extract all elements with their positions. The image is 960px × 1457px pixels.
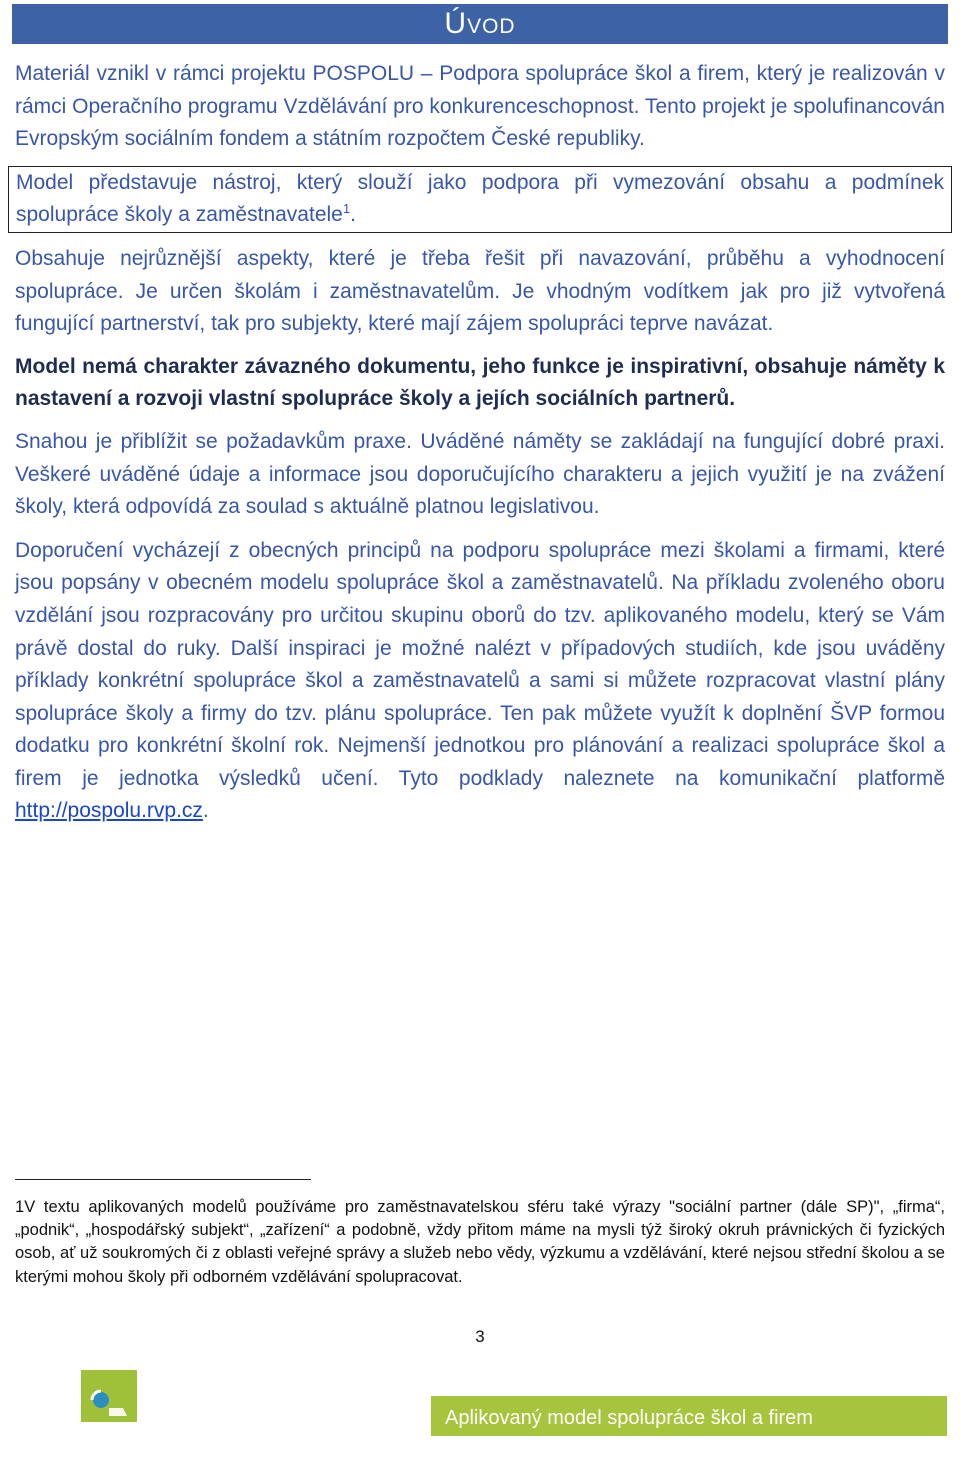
footer-title: Aplikovaný model spolupráce škol a firem <box>445 1407 813 1429</box>
footer-bar <box>431 1396 947 1436</box>
footnote-divider <box>15 1179 311 1180</box>
paragraph-approach: Snahou je přiblížit se požadavkům praxe. Uváděné náměty se zakládají na fungující dobré praxi. Veškeré uváděné údaje a informace jsou doporučujícího charakteru a jejich využití je na zvážení školy, která odpovídá za soulad s aktuálně platnou legislativou. <box>15 429 945 519</box>
footnote-text: V textu aplikovaných modelů používáme pro zaměstnavatelskou sféru také výrazy "sociální partner (dále SP)", „firma“, „podnik“, „hospodářský subjekt“, „zařízení“ a podobně, vždy přitom máme na mysli týž široký okruh právnických či fyzických osob, ať už soukromých či z oblasti veřejné správy a služeb nebo vědy, výzkumu a vzdělávání, které nejsou střední školou a se kterými mohou školy při odborném vzdělávání spolupracovat. <box>15 1198 945 1286</box>
main-content <box>15 58 945 828</box>
footnote-reference[interactable]: 1 <box>342 201 351 217</box>
section-heading-bar <box>12 4 948 44</box>
paragraph-intro: Materiál vznikl v rámci projektu POSPOLU – Podpora spolupráce škol a firem, který je realizován v rámci Operačního programu Vzdělávání pro konkurenceschopnost. Tento projekt je spolufinancován Evropským sociálním fondem a státním rozpočtem České republiky. <box>15 62 945 151</box>
footnote <box>15 1196 945 1289</box>
page-number: 3 <box>475 1327 485 1346</box>
pospolu-logo-icon <box>81 1370 137 1422</box>
paragraph-recommendations <box>15 535 945 828</box>
paragraph-bold-notice: Model nemá charakter závazného dokumentu, jeho funkce je inspirativní, obsahuje náměty k nastavení a rozvoji vlastní spolupráce školy a jejích sociálních partnerů. <box>15 354 945 411</box>
platform-link[interactable]: http://pospolu.rvp.cz <box>15 799 203 823</box>
boxed-text: Model představuje nástroj, který slouží jako podpora při vymezování obsahu a podmínek spolupráce školy a zaměstnavatele <box>16 170 944 227</box>
paragraph-contains: Obsahuje nejrůznější aspekty, které je třeba řešit při navazování, průběhu a vyhodnocení spolupráce. Je určen školám i zaměstnavatelům. Je vhodným vodítkem jak pro již vytvořená fungující partnerství, tak pro subjekty, které mají zájem spolupráci teprve navázat. <box>15 246 945 336</box>
page-title: Úvod <box>444 7 516 40</box>
boxed-text-end: . <box>350 203 356 227</box>
recommendations-text: Doporučení vycházejí z obecných principů na podporu spolupráce mezi školami a firmami, které jsou popsány v obecném modelu spolupráce škol a zaměstnavatelů. Na příkladu zvoleného oboru vzdělání jsou rozpracovány pro určitou skupinu oborů do tzv. aplikovaného modelu, který se Vám právě dostal do ruky. Další inspiraci je možné nalézt v případových studiích, kde jsou uváděny příklady konkrétní spolupráce škol a zaměstnavatelů a sami si můžete rozpracovat vlastní plány spolupráce školy a firmy do tzv. plánu spolupráce. Ten pak můžete využít k doplnění ŠVP formou dodatku pro konkrétní školní rok. Nejmenší jednotkou pro plánování a realizaci spolupráce škol a firem je jednotka výsledků učení. Tyto podklady naleznete na komunikační platformě <box>15 538 945 790</box>
footnote-mark: 1 <box>15 1198 25 1216</box>
paragraph-boxed <box>8 166 952 233</box>
recommendations-end: . <box>202 799 209 823</box>
